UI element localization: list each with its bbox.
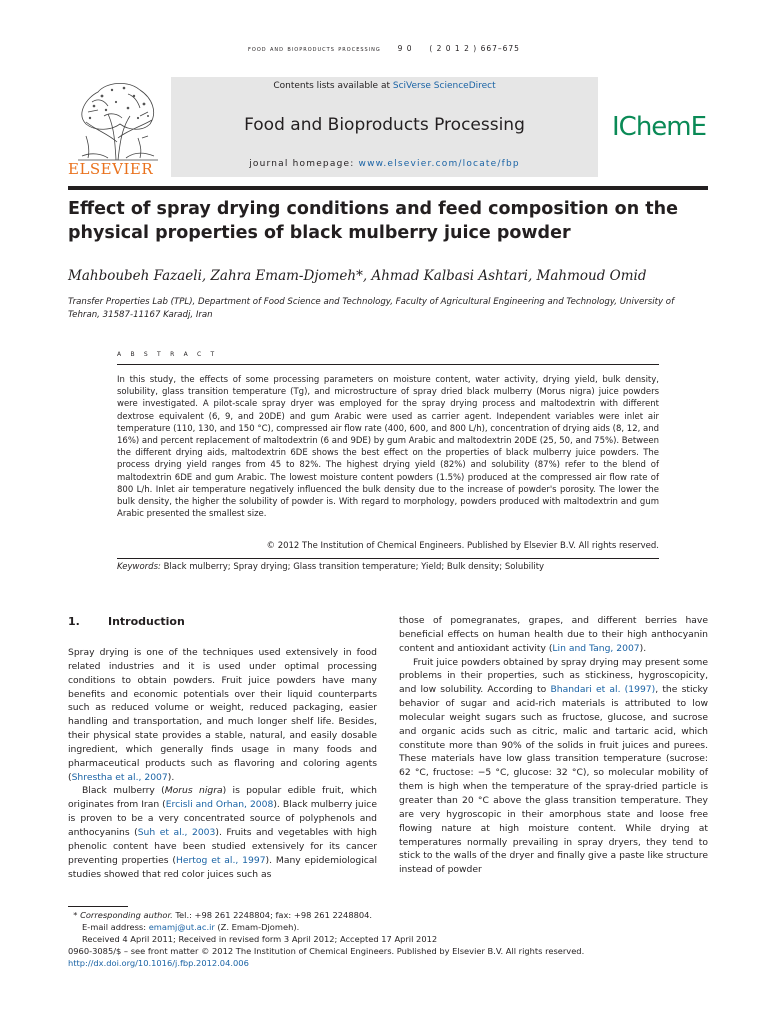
running-head [0,44,768,53]
keywords [117,562,659,572]
doi-link[interactable]: http://dx.doi.org/10.1016/j.fbp.2012.04.006 [68,958,249,968]
citation-link[interactable]: Bhandari et al. (1997) [550,684,656,696]
issn-line: 0960-3085/$ – see front matter © 2012 The Institution of Chemical Engineers. Published by Elsevier B.V. All rights reserved. [68,946,585,956]
contents-line [171,81,598,91]
text-run: , the sticky behavior of sugar and acid-rich materials is attributed to low molecular weight sugars such as fructose, glucose, and sucrose and organic acids such as citric, malic and tartaric acid, which constitute more than 90% of the solids in fruit juices and purees. These materials have low glass transition temperature (sucrose: 62 °C, fructose: −5 °C, glucose: 32 °C), so molecular mobility of them is high when the temperature of the spray-dried particle is greater than 20 °C above the glass transition temperature. They are very hygroscopic in their amorphous state and loose free flowing nature at high moisture content. While drying at temperatures normally prevailing in spray dryers, they tend to stick to the walls of the dryer and finally give a paste like structure instead of powder [399,684,708,876]
text-run: ). Many epidemiological studies showed that red color juices such as [68,854,377,880]
citation-link[interactable]: Ercisli and Orhan, 2008 [165,799,274,811]
text-run: ). [167,771,175,783]
email-note [68,921,708,933]
abstract-heading: a b s t r a c t [117,349,218,358]
citation-link[interactable]: Shrestha et al., 2007 [71,771,168,783]
text-run: ). Black mulberry juice is proven to be a very concentrated source of polyphenols and anthocyanins ( [68,799,377,838]
citation-link[interactable]: Hertog et al., 1997 [175,854,266,866]
received-dates: Received 4 April 2011; Received in revised form 3 April 2012; Accepted 17 April 2012 [82,934,438,944]
citation-link[interactable]: Suh et al., 2003 [137,826,216,838]
publisher-wordmark: ELSEVIER [68,160,154,178]
abstract-copyright: © 2012 The Institution of Chemical Engineers. Published by Elsevier B.V. All rights reserved. [266,541,659,551]
text-run: Fruit juice powders obtained by spray drying may present some problems in their properties, such as stickiness, hygroscopicity, and low solubility. According to [399,656,708,696]
right-column [399,614,708,877]
article-title: Effect of spray drying conditions and feed composition on the physical properties of black mulberry juice powder [68,199,678,243]
text-run: those of pomegranates, grapes, and different berries have beneficial effects on human health due to their high anthocyanin content and antioxidant activity ( [399,615,708,654]
homepage-link[interactable]: www.elsevier.com/locate/fbp [358,159,520,169]
header-rule [68,186,708,190]
right-paragraph-1 [399,614,708,656]
keywords-label: Keywords: [117,562,161,572]
journal-name: Food and Bioproducts Processing [244,115,525,135]
section-number: 1. [68,615,80,628]
left-paragraph-1 [68,646,377,784]
section-heading [68,615,185,628]
abstract-top-rule [117,364,659,365]
section-title: Introduction [108,615,185,628]
author-affiliation: Transfer Properties Lab (TPL), Department of Food Science and Technology, Faculty of Agricultural Engineering and Technology, University of Tehran, 31587-11167 Karadj, Iran [68,297,675,320]
email-owner: (Z. Emam-Djomeh). [214,922,300,932]
footnote-rule [68,906,128,907]
corresponding-contact: Tel.: +98 261 2248804; fax: +98 261 2248804. [172,910,373,920]
species-name: Morus nigra [164,785,223,797]
running-head-volume: 9 0 [397,44,413,53]
abstract-bottom-rule [117,558,659,559]
running-head-journal: food and bioproducts processing [248,44,381,53]
keywords-list: Black mulberry; Spray drying; Glass transition temperature; Yield; Bulk density; Solubility [163,562,545,572]
journal-homepage [171,159,598,169]
article-authors: Mahboubeh Fazaeli, Zahra Emam-Djomeh*, Ahmad Kalbasi Ashtari, Mahmoud Omid [68,268,647,284]
left-column [68,646,377,881]
text-run: ) is popular edible fruit, which originates from Iran ( [68,785,377,811]
sciencedirect-link[interactable]: SciVerse ScienceDirect [392,81,496,91]
email-label: E-mail address: [82,922,149,932]
citation-link[interactable]: Lin and Tang, 2007 [552,642,640,654]
contents-prefix: Contents lists available at [273,81,393,91]
icheme-logo: IChemE [612,112,707,142]
left-paragraph-2 [68,784,377,881]
email-link[interactable]: emamj@ut.ac.ir [148,922,215,932]
abstract-body: In this study, the effects of some processing parameters on moisture content, water activity, drying yield, bulk density, solubility, glass transition temperature (Tg), and microstructure of spray dried black mulberry (Morus nigra) juice powders were investigated. A pilot-scale spray dryer was employed for the spray drying process and maltodextrin with different dextrose equivalent (6, 9, and 20DE) and gum Arabic were used as carrier agent. Independent variables were inlet air temperature (110, 130, and 150 °C), compressed air flow rate (400, 600, and 800 L/h), concentration of drying aids (8, 12, and 16%) and percent replacement of maltodextrin (6 and 9DE) by gum Arabic and maltodextrin 20DE (25, 50, and 75%). Between the different drying aids, maltodextrin 6DE shows the best effect on the properties of black mulberry juice powders. The process drying yield ranges from 45 to 82%. The highest drying yield (82%) and solubility (87%) refer to the blend of maltodextrin 6DE and gum Arabic. The lowest moisture content powders (1.5%) produced at the compressed air flow rate of 800 L/h. Inlet air temperature negatively influenced the bulk density due to the increase of powder's porosity. The lower the bulk density, the higher the solubility of powder is. With regard to morphology, powders produced with maltodextrin and gum Arabic presented the smallest size. [117,375,660,520]
corresponding-label: Corresponding author. [80,910,173,920]
text-run: Spray drying is one of the techniques used extensively in food related industries and it is used under optimal processing conditions to obtain powders. Fruit juice powders have many benefits and economic potentials over their liquid counterparts such as reduced volume or weight, reduced packaging, easier handling and transportation, and much longer shelf life. Besides, their physical state provides a stable, natural, and easily dosable ingredient, which generally finds usage in many foods and pharmaceutical products such as flavoring and coloring agents ( [68,647,377,783]
footnotes [68,909,708,969]
right-paragraph-2 [399,656,708,878]
running-head-year: ( 2 0 1 2 ) [429,44,478,53]
homepage-prefix: journal homepage: [249,159,359,169]
text-run: Black mulberry ( [82,785,165,797]
running-head-pages: 667–675 [480,44,520,53]
text-run: ). Fruits and vegetables with high phenolic content have been studied extensively for its cancer preventing properties ( [68,826,378,866]
text-run: ). [639,642,647,654]
corresponding-author-note: * Corresponding author. Tel.: +98 261 2248804; fax: +98 261 2248804. [68,910,373,920]
